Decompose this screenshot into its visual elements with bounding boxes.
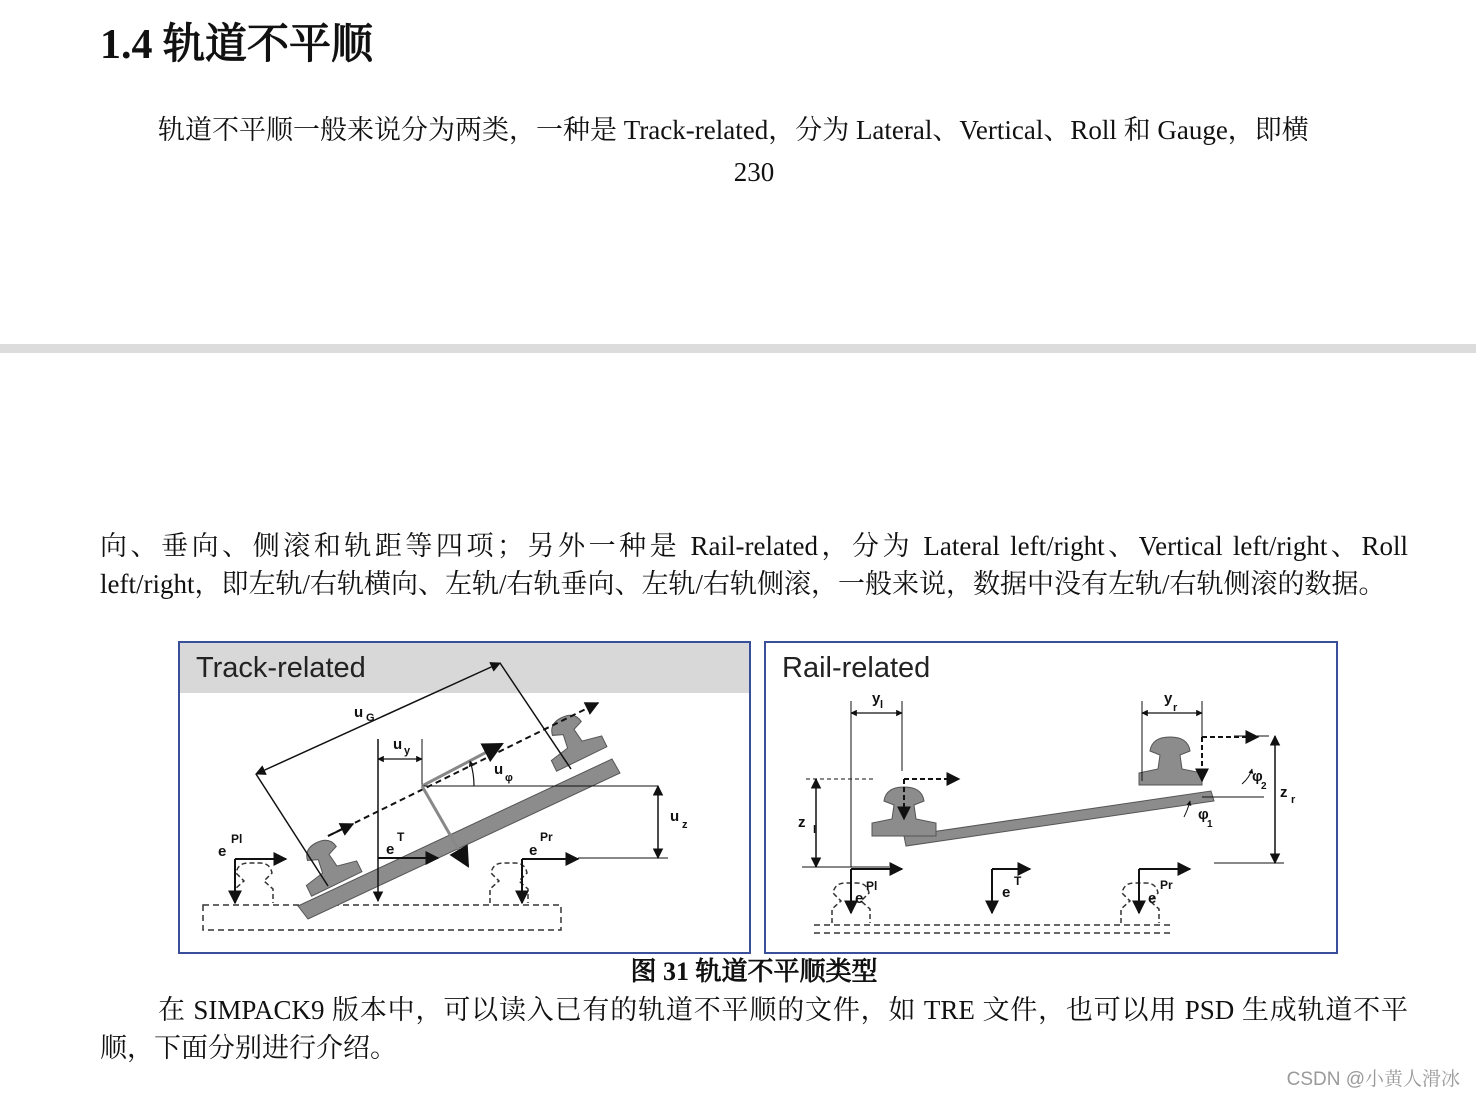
svg-text:φ: φ bbox=[505, 772, 513, 784]
svg-text:r: r bbox=[1173, 702, 1178, 714]
page-number: 230 bbox=[733, 157, 775, 187]
page-separator bbox=[0, 344, 1476, 353]
paragraph-continuation: 向、垂向、侧滚和轨距等四项；另外一种是 Rail-related，分为 Lateral left/right、Vertical left/right、Roll left/right，即左轨/右轨横向、左轨/右轨垂向、左轨/右轨侧滚，一般来说，数据中没有左轨/右轨侧滚的数据。 bbox=[100, 531, 1408, 599]
svg-text:e: e bbox=[1002, 884, 1011, 901]
svg-text:e: e bbox=[1148, 890, 1157, 907]
panel-rail-related bbox=[765, 642, 1337, 953]
svg-text:e: e bbox=[386, 841, 395, 858]
panel-title-rail-related: Rail-related bbox=[782, 652, 931, 684]
svg-text:Pl: Pl bbox=[231, 832, 243, 846]
svg-text:2: 2 bbox=[1261, 781, 1267, 792]
paragraph-simpack: 在 SIMPACK9 版本中，可以读入已有的轨道不平顺的文件，如 TRE 文件，也可以用 PSD 生成轨道不平顺，下面分别进行介绍。 bbox=[100, 995, 1408, 1063]
svg-text:u: u bbox=[393, 736, 403, 753]
svg-text:e: e bbox=[855, 890, 864, 907]
paragraph-intro: 轨道不平顺一般来说分为两类，一种是 Track-related，分为 Lateral、Vertical、Roll 和 Gauge，即横 bbox=[158, 115, 1309, 145]
svg-text:Pr: Pr bbox=[540, 830, 553, 844]
svg-text:T: T bbox=[1014, 874, 1022, 888]
svg-text:e: e bbox=[529, 842, 538, 859]
svg-text:z: z bbox=[1280, 784, 1288, 801]
section-heading: 1.4 轨道不平顺 bbox=[100, 22, 374, 68]
svg-text:Pl: Pl bbox=[866, 879, 878, 893]
panel-track-related bbox=[179, 642, 750, 953]
svg-text:u: u bbox=[494, 761, 504, 778]
figure-irregularity-types bbox=[178, 641, 1338, 955]
svg-text:1: 1 bbox=[1207, 819, 1213, 830]
svg-text:r: r bbox=[1291, 794, 1296, 806]
svg-text:u: u bbox=[670, 808, 680, 825]
watermark: CSDN @小黄人滑冰 bbox=[1286, 1069, 1460, 1090]
panel-title-track-related: Track-related bbox=[196, 652, 366, 684]
svg-text:e: e bbox=[218, 843, 227, 860]
svg-text:φ: φ bbox=[1198, 806, 1209, 823]
svg-text:φ: φ bbox=[1252, 768, 1263, 785]
svg-text:u: u bbox=[354, 704, 364, 721]
svg-text:l: l bbox=[813, 824, 817, 836]
svg-text:Pr: Pr bbox=[1160, 878, 1173, 892]
svg-text:y: y bbox=[404, 745, 411, 757]
svg-text:y: y bbox=[872, 690, 881, 707]
figure-caption: 图 31 轨道不平顺类型 bbox=[630, 957, 878, 986]
svg-text:l: l bbox=[880, 699, 884, 711]
svg-text:G: G bbox=[366, 712, 375, 724]
svg-text:z: z bbox=[682, 819, 688, 831]
svg-text:T: T bbox=[397, 830, 405, 844]
svg-text:z: z bbox=[798, 814, 806, 831]
svg-text:y: y bbox=[1164, 690, 1173, 707]
